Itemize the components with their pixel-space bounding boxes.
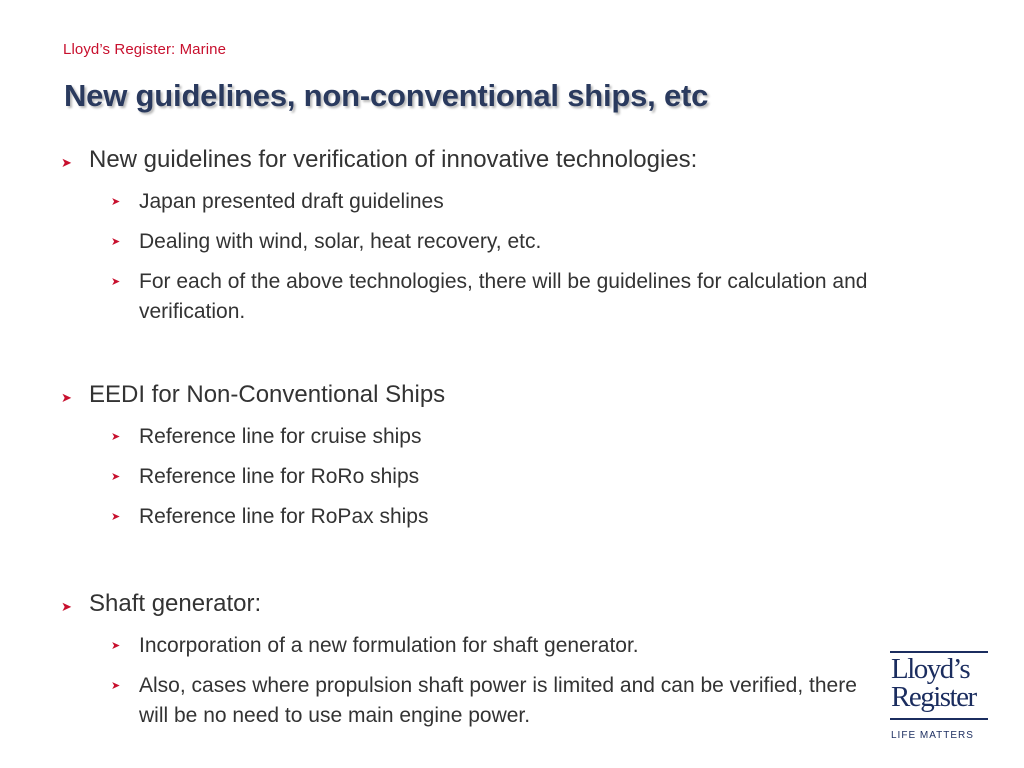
list-item: Reference line for cruise ships	[139, 425, 422, 448]
section-heading-eedi: EEDI for Non-Conventional Ships	[89, 381, 446, 408]
arrowhead-bullet-icon: ➤	[61, 599, 72, 614]
arrowhead-bullet-icon: ➤	[111, 236, 121, 248]
list-item: Japan presented draft guidelines	[139, 190, 444, 213]
list-item: Also, cases where propulsion shaft power is limited and can be verified, there will be no need to use main engine power.	[139, 674, 857, 727]
logo-bottom-rule	[890, 718, 988, 720]
header-label: Lloyd’s Register: Marine	[63, 41, 227, 58]
list-item: Reference line for RoRo ships	[139, 465, 420, 488]
arrowhead-bullet-icon: ➤	[111, 511, 121, 523]
logo-tagline: LIFE MATTERS	[891, 730, 974, 741]
list-item: Reference line for RoPax ships	[139, 505, 429, 528]
arrowhead-bullet-icon: ➤	[61, 155, 72, 170]
list-item: For each of the above technologies, there will be guidelines for calculation and verification.	[139, 270, 868, 323]
list-item: Dealing with wind, solar, heat recovery, etc.	[139, 230, 542, 253]
logo-wordmark-line2: Register	[891, 681, 976, 713]
arrowhead-bullet-icon: ➤	[61, 390, 72, 405]
arrowhead-bullet-icon: ➤	[111, 196, 121, 208]
arrowhead-bullet-icon: ➤	[111, 431, 121, 443]
logo-wordmark-line1: Lloyd’s	[891, 653, 970, 685]
section-heading-shaft-generator: Shaft generator:	[89, 590, 262, 617]
slide-title: New guidelines, non-conventional ships, etc	[64, 78, 709, 113]
list-item: Incorporation of a new formulation for shaft generator.	[139, 634, 639, 657]
section-heading-verification: New guidelines for verification of innovative technologies:	[89, 146, 698, 173]
arrowhead-bullet-icon: ➤	[111, 471, 121, 483]
arrowhead-bullet-icon: ➤	[111, 640, 121, 652]
arrowhead-bullet-icon: ➤	[111, 276, 121, 288]
lloyds-register-logo	[888, 651, 990, 746]
arrowhead-bullet-icon: ➤	[111, 680, 121, 692]
